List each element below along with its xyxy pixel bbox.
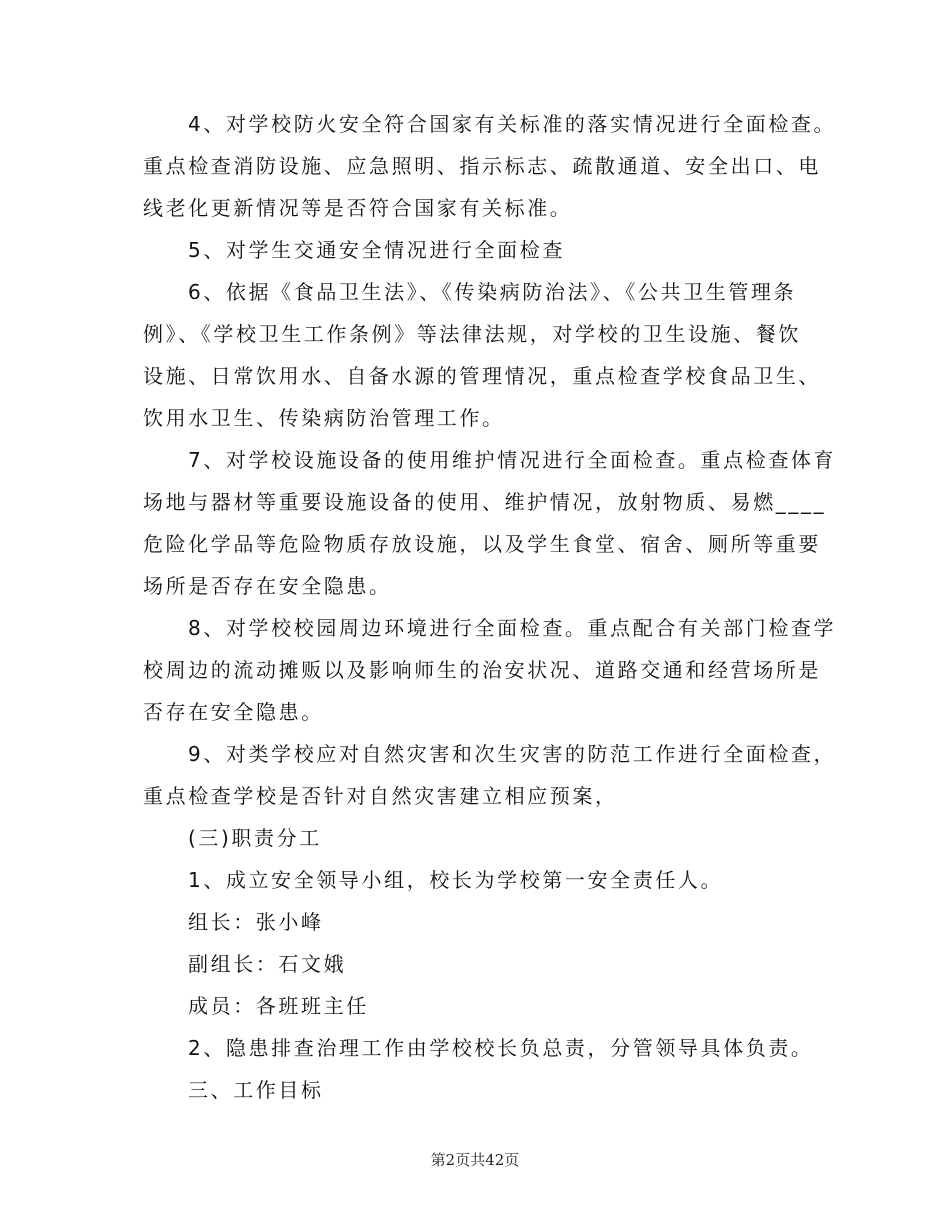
text-line: 重点检查消防设施、应急照明、指示标志、疏散通道、安全出口、电 — [143, 154, 821, 178]
text-line: 饮用水卫生、传染病防治管理工作。 — [143, 406, 505, 430]
section-heading: 三、工作目标 — [188, 1078, 324, 1102]
page-number: 第2页共42页 — [430, 1151, 520, 1169]
text-line: 否存在安全隐患。 — [143, 700, 324, 724]
text-line: 1、成立安全领导小组，校长为学校第一安全责任人。 — [188, 868, 724, 892]
text-line: 2、隐患排查治理工作由学校校长负总责，分管领导具体负责。 — [188, 1036, 814, 1060]
text-line: 危险化学品等危险物质存放设施，以及学生食堂、宿舍、厕所等重要 — [143, 532, 821, 556]
text-line: 4、对学校防火安全符合国家有关标准的落实情况进行全面检查。 — [188, 112, 837, 136]
text-line: 9、对类学校应对自然灾害和次生灾害的防范工作进行全面检查， — [188, 742, 837, 766]
text-line: 7、对学校设施设备的使用维护情况进行全面检查。重点检查体育 — [188, 448, 837, 472]
text-line: 场地与器材等重要设施设备的使用、维护情况，放射物质、易燃____ — [143, 490, 827, 514]
text-line: 校周边的流动摊贩以及影响师生的治安状况、道路交通和经营场所是 — [143, 658, 821, 682]
text-line: 场所是否存在安全隐患。 — [143, 574, 392, 598]
text-line: 例》、《学校卫生工作条例》等法律法规，对学校的卫生设施、餐饮 — [143, 322, 801, 346]
text-line: 6、依据《食品卫生法》、《传染病防治法》、《公共卫生管理条 — [188, 280, 797, 304]
text-line: 成员：各班班主任 — [188, 994, 369, 1018]
section-heading: (三)职责分工 — [188, 826, 322, 850]
text-line: 5、对学生交通安全情况进行全面检查 — [188, 238, 565, 262]
text-line: 组长：张小峰 — [188, 910, 324, 934]
text-line: 重点检查学校是否针对自然灾害建立相应预案， — [143, 784, 618, 808]
text-line: 设施、日常饮用水、自备水源的管理情况，重点检查学校食品卫生、 — [143, 364, 821, 388]
text-line: 线老化更新情况等是否符合国家有关标准。 — [143, 196, 573, 220]
text-line: 8、对学校校园周边环境进行全面检查。重点配合有关部门检查学 — [188, 616, 837, 640]
text-line: 副组长：石文娥 — [188, 952, 347, 976]
